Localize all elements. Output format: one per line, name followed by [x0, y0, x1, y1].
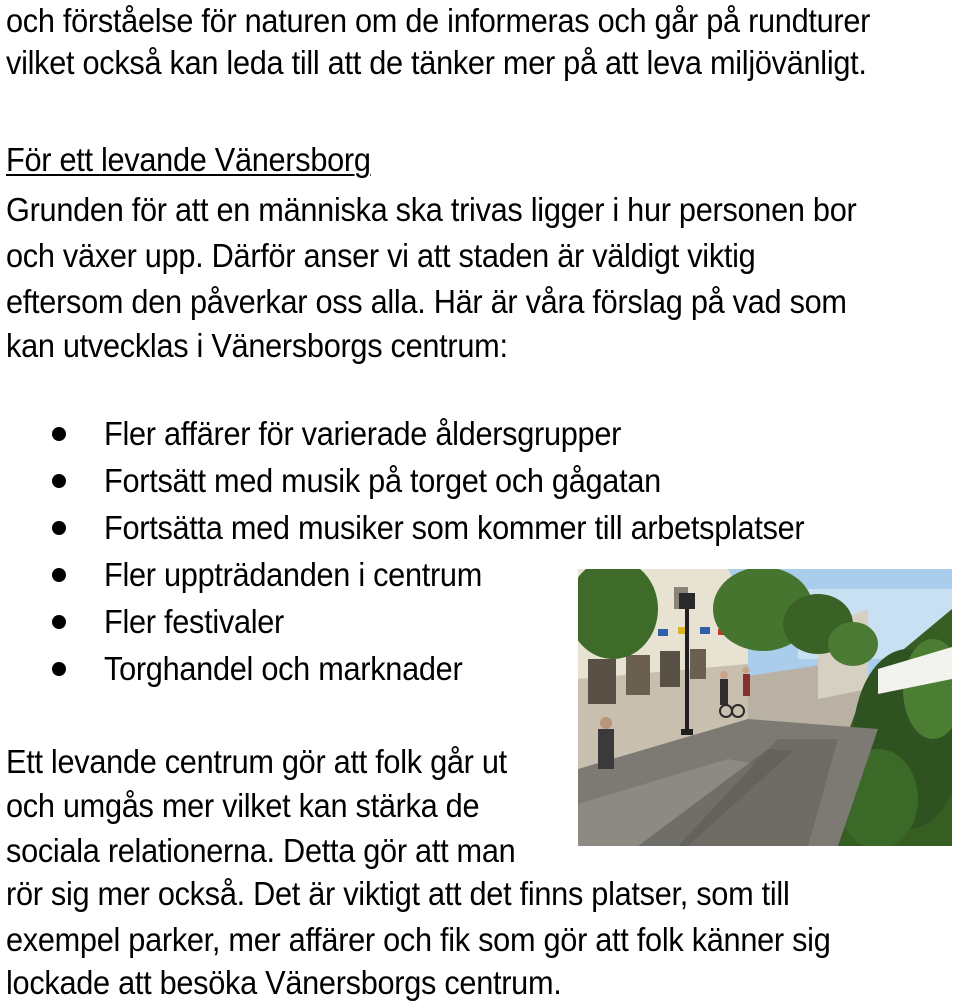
- list-item-text: Fler uppträdanden i centrum: [104, 556, 483, 593]
- list-item-text: Fortsätt med musik på torget och gågatan: [104, 462, 661, 499]
- closing-line-5: exempel parker, mer affärer och fik som gör att folk känner sig: [6, 921, 831, 958]
- bullet-icon: [52, 427, 66, 441]
- list-item-text: Torghandel och marknader: [104, 650, 463, 687]
- bullet-icon: [52, 474, 66, 488]
- bullet-icon: [52, 662, 66, 676]
- bullet-icon: [52, 568, 66, 582]
- intro-line-1: och förståelse för naturen om de informeras och går på rundturer: [6, 2, 871, 39]
- list-item-text: Fortsätta med musiker som kommer till arbetsplatser: [104, 509, 805, 546]
- closing-line-4: rör sig mer också. Det är viktigt att det finns platser, som till: [6, 875, 790, 912]
- intro-line-2: vilket också kan leda till att de tänker mer på att leva miljövänligt.: [6, 44, 867, 81]
- paragraph-line-4: kan utvecklas i Vänersborgs centrum:: [6, 327, 508, 364]
- list-item-text: Fler festivaler: [104, 603, 285, 640]
- street-photo-illustration: [578, 569, 952, 846]
- paragraph-line-1: Grunden för att en människa ska trivas ligger i hur personen bor: [6, 191, 857, 228]
- street-photo: [578, 569, 952, 846]
- closing-line-6: lockade att besöka Vänersborgs centrum.: [6, 964, 562, 1001]
- closing-line-2: och umgås mer vilket kan stärka de: [6, 787, 480, 824]
- section-heading: För ett levande Vänersborg: [6, 141, 371, 178]
- paragraph-line-2: och växer upp. Därför anser vi att staden är väldigt viktig: [6, 237, 756, 274]
- list-item: [0, 411, 900, 457]
- list-item: [0, 505, 900, 551]
- list-item-text: Fler affärer för varierade åldersgrupper: [104, 415, 622, 452]
- bullet-icon: [52, 615, 66, 629]
- bullet-icon: [52, 521, 66, 535]
- paragraph-line-3: eftersom den påverkar oss alla. Här är våra förslag på vad som: [6, 283, 847, 320]
- list-item: [0, 458, 900, 504]
- closing-line-1: Ett levande centrum gör att folk går ut: [6, 743, 507, 780]
- closing-line-3: sociala relationerna. Detta gör att man: [6, 832, 516, 869]
